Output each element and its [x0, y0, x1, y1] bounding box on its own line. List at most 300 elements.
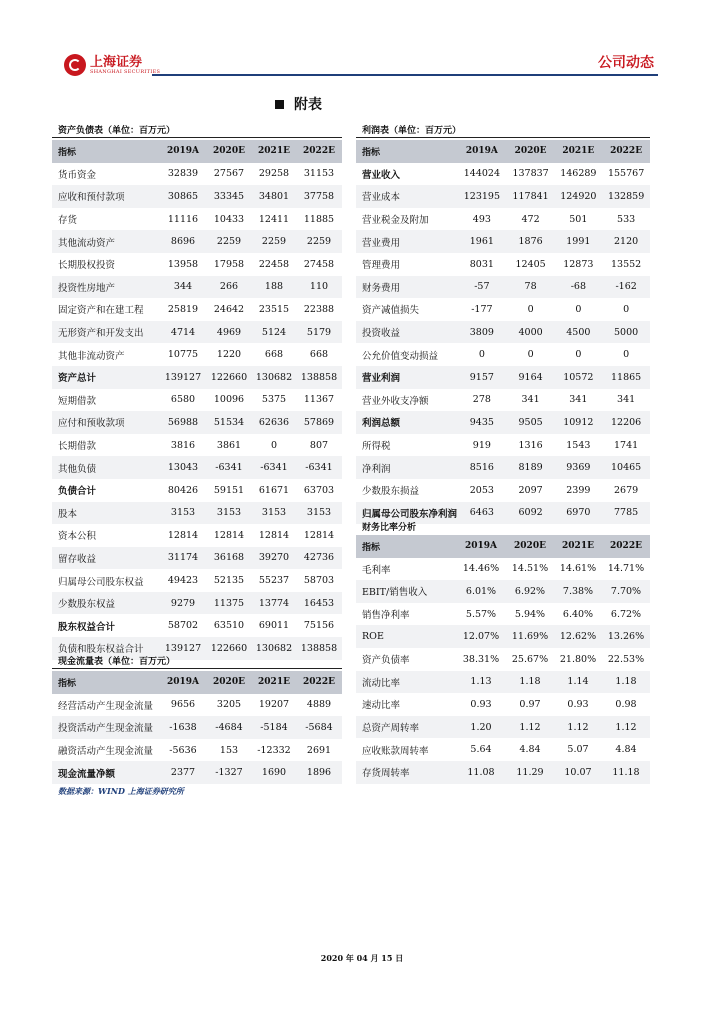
cashflow-rule: [52, 668, 342, 669]
column-header-year: 2022E: [296, 140, 342, 163]
cell-value: 9369: [554, 456, 602, 479]
cell-value: 6580: [170, 394, 196, 406]
cell-value: -12332: [257, 744, 291, 756]
cell-value: 5375: [261, 394, 287, 406]
column-header-label: 指标: [52, 671, 160, 694]
table-row: [52, 524, 342, 547]
row-label: ROE: [356, 625, 456, 648]
cell-value: 0.97: [519, 698, 541, 710]
table-row: [356, 230, 650, 253]
cell-value: 138858: [296, 637, 342, 660]
cell-value: 24642: [213, 303, 245, 315]
cell-value: 3153: [206, 502, 252, 525]
cell-value: 4500: [554, 321, 602, 344]
row-label: 融资活动产生现金流量: [58, 746, 154, 758]
cell-value: 61671: [258, 484, 290, 496]
row-label: 公允价值变动损益: [362, 350, 439, 362]
cell-value: 12814: [258, 529, 290, 541]
cell-value: 57869: [296, 411, 342, 434]
cell-value: 9157: [457, 366, 507, 389]
cell-value: 10096: [213, 394, 245, 406]
cashflow-title: 现金流量表（单位：百万元）: [58, 657, 176, 667]
data-source-note: 数据来源：WIND 上海证券研究所: [58, 786, 184, 796]
cell-value: 2259: [296, 230, 342, 253]
row-label: 应付和预收款项: [52, 411, 160, 434]
cell-value: 5.07: [567, 744, 589, 756]
column-header-year: 2022E: [602, 535, 650, 558]
report-date: 2020 年 04 月 15 日: [320, 953, 404, 963]
column-header-year: 2020E: [507, 140, 555, 163]
cell-value: 36168: [206, 547, 252, 570]
cell-value: 42736: [296, 547, 342, 570]
cell-value: 1.12: [506, 716, 554, 739]
cell-value: 4.84: [615, 744, 637, 756]
cashflow-table: [52, 671, 342, 784]
row-label: 其他流动资产: [52, 230, 160, 253]
cell-value: 188: [252, 276, 296, 299]
cell-value: 11.18: [602, 761, 650, 784]
cell-value: 668: [264, 349, 284, 361]
cell-value: 39270: [252, 547, 296, 570]
cell-value: 3153: [252, 502, 296, 525]
cell-value: 14.71%: [607, 563, 645, 575]
row-label: 少数股东权益: [52, 592, 160, 615]
cell-value: 58703: [303, 575, 335, 587]
cell-value: 123195: [457, 185, 507, 208]
cell-value: 1.12: [602, 716, 650, 739]
cell-value: 22.53%: [607, 653, 645, 665]
table-row: [52, 761, 342, 784]
cell-value: 1.13: [456, 671, 506, 694]
cell-value: 0: [270, 439, 278, 451]
cell-value: 8516: [457, 456, 507, 479]
cell-value: 5000: [602, 321, 650, 344]
table-row: [52, 502, 342, 525]
cell-value: 21.80%: [559, 653, 597, 665]
cell-value: 19207: [258, 699, 290, 711]
row-label: 营业外收支净额: [362, 395, 429, 407]
cell-value: 11.69%: [506, 625, 554, 648]
row-label: 股东权益合计: [58, 621, 116, 633]
cell-value: -5684: [296, 716, 342, 739]
row-label: 经营活动产生现金流量: [58, 700, 154, 712]
row-label: 其他负债: [52, 456, 160, 479]
table-row: [52, 456, 342, 479]
table-header-row: [356, 535, 650, 558]
cell-value: 4889: [306, 699, 332, 711]
cell-value: 11.29: [506, 761, 554, 784]
cell-value: 38.31%: [462, 653, 500, 665]
cell-value: 144024: [463, 168, 500, 180]
cell-value: 6.92%: [506, 580, 554, 603]
table-row: [52, 230, 342, 253]
table-row: [52, 411, 342, 434]
row-label: 资产减值损失: [362, 305, 420, 317]
cell-value: 0.93: [567, 698, 589, 710]
row-label: 资本公积: [58, 531, 97, 543]
cell-value: 2377: [160, 761, 206, 784]
cell-value: 10433: [213, 213, 245, 225]
balance-sheet-table: [52, 140, 342, 660]
cell-value: 1896: [296, 761, 342, 784]
cell-value: 7785: [602, 502, 650, 525]
cell-value: 155767: [607, 168, 645, 180]
table-row: [52, 694, 342, 717]
cell-value: 8696: [160, 230, 206, 253]
table-header-row: [356, 140, 650, 163]
table-row: [52, 716, 342, 739]
cell-value: 52135: [213, 575, 245, 587]
table-row: [52, 547, 342, 570]
cell-value: 132859: [602, 185, 650, 208]
cell-value: 80426: [167, 484, 199, 496]
cell-value: -5184: [252, 716, 296, 739]
cell-value: 278: [472, 394, 491, 406]
cell-value: 6463: [457, 502, 507, 525]
cell-value: 0.98: [615, 698, 637, 710]
cell-value: 10465: [602, 456, 650, 479]
cell-value: 3809: [457, 321, 507, 344]
column-header-label: 指标: [356, 140, 457, 163]
cell-value: 63703: [303, 484, 335, 496]
row-label: 资产总计: [52, 366, 160, 389]
cell-value: 10912: [554, 411, 602, 434]
cell-value: -5636: [169, 744, 197, 756]
table-row: [52, 253, 342, 276]
table-row: [52, 208, 342, 231]
table-row: [356, 558, 650, 581]
cell-value: 501: [569, 213, 588, 225]
cell-value: 2259: [206, 230, 252, 253]
row-label: 现金流量净额: [52, 761, 160, 784]
income-statement-table: [356, 140, 650, 524]
table-row: [52, 276, 342, 299]
cell-value: 13043: [160, 456, 206, 479]
cell-value: 10775: [167, 349, 199, 361]
cell-value: 12814: [303, 529, 335, 541]
table-row: [356, 693, 650, 716]
cell-value: 344: [160, 276, 206, 299]
cell-value: 8189: [507, 456, 555, 479]
cell-value: 139127: [160, 366, 206, 389]
row-label: 营业利润: [356, 366, 457, 389]
cell-value: 11375: [206, 592, 252, 615]
cell-value: -4684: [206, 716, 252, 739]
financial-ratios-table: [356, 535, 650, 784]
row-label: 负债合计: [58, 486, 97, 498]
cell-value: 49423: [167, 575, 199, 587]
column-header-year: 2020E: [206, 671, 252, 694]
cell-value: 1876: [507, 230, 555, 253]
cell-value: 9279: [160, 592, 206, 615]
row-label: 存货: [58, 215, 78, 227]
cell-value: 2120: [602, 230, 650, 253]
cell-value: -162: [602, 276, 650, 299]
cell-value: 1741: [614, 439, 639, 451]
column-header-label: 指标: [356, 535, 456, 558]
cell-value: 668: [309, 349, 329, 361]
row-label: 管理费用: [362, 260, 401, 272]
cell-value: 7.70%: [602, 580, 650, 603]
cell-value: 1690: [252, 761, 296, 784]
cell-value: 12814: [167, 529, 199, 541]
appendix-heading: [275, 94, 322, 114]
cell-value: 22458: [258, 258, 290, 270]
cell-value: 3861: [216, 439, 242, 451]
cell-value: 5124: [252, 321, 296, 344]
table-row: [356, 625, 650, 648]
cell-value: 33345: [206, 185, 252, 208]
cell-value: 1.18: [506, 671, 554, 694]
table-row: [52, 163, 342, 186]
cell-value: 493: [472, 213, 491, 225]
cell-value: 2679: [614, 484, 639, 496]
section-label: 公司动态: [598, 55, 654, 71]
cell-value: 9505: [507, 411, 555, 434]
row-label: 营业税金及附加: [362, 215, 429, 227]
cell-value: 117841: [507, 185, 555, 208]
column-header-year: 2019A: [160, 140, 206, 163]
row-label: 无形资产和开发支出: [52, 321, 160, 344]
cell-value: 0: [527, 303, 534, 315]
cell-value: 34801: [252, 185, 296, 208]
cell-value: 4969: [206, 321, 252, 344]
row-label: 所得税: [362, 441, 391, 453]
company-logo: [64, 54, 160, 76]
table-row: [356, 738, 650, 761]
balance-rule: [52, 137, 342, 138]
cell-value: 4714: [160, 321, 206, 344]
row-label: 营业费用: [356, 230, 457, 253]
cell-value: 12405: [515, 258, 546, 270]
table-row: [356, 411, 650, 434]
cell-value: 4.84: [519, 744, 541, 756]
row-label: 财务费用: [356, 276, 457, 299]
row-label: 货币资金: [58, 169, 97, 181]
table-row: [356, 580, 650, 603]
cell-value: 59151: [213, 484, 245, 496]
table-header-row: [52, 671, 342, 694]
row-label: 留存收益: [52, 547, 160, 570]
appendix-title: 附表: [294, 97, 322, 113]
cell-value: 69011: [258, 620, 290, 632]
cell-value: 919: [472, 439, 491, 451]
square-bullet-icon: [275, 100, 284, 109]
row-label: 股本: [52, 502, 160, 525]
cell-value: 5.94%: [514, 608, 546, 620]
cell-value: 1.20: [456, 716, 506, 739]
cell-value: 9164: [507, 366, 555, 389]
cell-value: 31174: [160, 547, 206, 570]
row-label: 净利润: [356, 456, 457, 479]
cell-value: 27458: [303, 258, 335, 270]
cell-value: 122660: [206, 637, 252, 660]
cell-value: 12873: [563, 258, 594, 270]
cell-value: 6092: [507, 502, 555, 525]
row-label: 存货周转率: [356, 761, 456, 784]
cell-value: 9656: [170, 699, 196, 711]
cell-value: 0: [575, 349, 582, 361]
column-header-year: 2021E: [554, 140, 602, 163]
cell-value: 16453: [296, 592, 342, 615]
cell-value: 130682: [252, 637, 296, 660]
row-label: 固定资产和在建工程: [58, 305, 144, 317]
row-label: 营业成本: [356, 185, 457, 208]
cell-value: -68: [554, 276, 602, 299]
cell-value: 1991: [554, 230, 602, 253]
cell-value: 266: [206, 276, 252, 299]
cell-value: 341: [617, 394, 636, 406]
cell-value: 6970: [554, 502, 602, 525]
cell-value: 37758: [296, 185, 342, 208]
table-row: [356, 276, 650, 299]
cell-value: 0.93: [470, 698, 492, 710]
table-row: [356, 298, 650, 321]
cell-value: 533: [617, 213, 636, 225]
cell-value: 6.72%: [610, 608, 642, 620]
row-label: 短期借款: [58, 395, 97, 407]
cell-value: 138858: [296, 366, 342, 389]
table-row: [52, 185, 342, 208]
cell-value: 22388: [303, 303, 335, 315]
page-header: [52, 48, 658, 76]
table-row: [52, 389, 342, 412]
column-header-year: 2021E: [252, 671, 296, 694]
cell-value: 29258: [258, 168, 290, 180]
cell-value: 25819: [167, 303, 199, 315]
cell-value: 0: [575, 303, 582, 315]
cell-value: 13552: [610, 258, 642, 270]
cell-value: 1543: [566, 439, 591, 451]
cell-value: 58702: [167, 620, 199, 632]
table-row: [52, 739, 342, 762]
cell-value: -1638: [160, 716, 206, 739]
cell-value: 1316: [518, 439, 543, 451]
row-label: 总资产周转率: [356, 716, 456, 739]
cell-value: 13958: [167, 258, 199, 270]
column-header-year: 2022E: [602, 140, 650, 163]
cell-value: 12.07%: [456, 625, 506, 648]
row-label: 归属母公司股东净利润: [356, 502, 457, 525]
cell-value: 0: [623, 349, 630, 361]
cell-value: 341: [521, 394, 540, 406]
income-statement-title: 利润表（单位：百万元）: [362, 126, 462, 136]
table-row: [356, 479, 650, 502]
cell-value: -177: [471, 303, 493, 315]
row-label: 长期股权投资: [58, 260, 116, 272]
cell-value: 122660: [206, 366, 252, 389]
cell-value: 137837: [512, 168, 549, 180]
table-row: [356, 163, 650, 186]
cell-value: -6341: [296, 456, 342, 479]
cell-value: 472: [521, 213, 540, 225]
table-row: [52, 343, 342, 366]
cell-value: 1961: [457, 230, 507, 253]
cell-value: 27567: [213, 168, 245, 180]
cell-value: 3205: [216, 699, 242, 711]
cell-value: 2691: [306, 744, 332, 756]
cell-value: 124920: [554, 185, 602, 208]
cell-value: 3816: [170, 439, 196, 451]
row-label: 少数股东损益: [362, 486, 420, 498]
row-label: 其他非流动资产: [58, 350, 125, 362]
cell-value: 10.07: [554, 761, 602, 784]
table-row: [356, 366, 650, 389]
row-label: 速动比率: [362, 700, 401, 712]
cell-value: 153: [219, 744, 239, 756]
cell-value: 14.46%: [462, 563, 500, 575]
cell-value: 1220: [216, 349, 242, 361]
cell-value: 9435: [457, 411, 507, 434]
cell-value: 7.38%: [554, 580, 602, 603]
cell-value: 23515: [258, 303, 290, 315]
cell-value: 13774: [252, 592, 296, 615]
cell-value: 63510: [213, 620, 245, 632]
cell-value: 8031: [469, 258, 494, 270]
cell-value: 56988: [160, 411, 206, 434]
row-label: 利润总额: [356, 411, 457, 434]
cell-value: -6341: [206, 456, 252, 479]
cell-value: 3153: [160, 502, 206, 525]
cell-value: 4000: [507, 321, 555, 344]
row-label: 投资收益: [356, 321, 457, 344]
row-label: 应收和预付款项: [52, 185, 160, 208]
cell-value: -6341: [252, 456, 296, 479]
row-label: 投资性房地产: [52, 276, 160, 299]
table-row: [52, 614, 342, 637]
cell-value: 62636: [252, 411, 296, 434]
cell-value: 5.64: [470, 744, 492, 756]
cell-value: 51534: [206, 411, 252, 434]
table-row: [356, 716, 650, 739]
ratios-title: 财务比率分析: [362, 523, 417, 533]
column-header-year: 2019A: [456, 535, 506, 558]
table-row: [356, 343, 650, 366]
cell-value: 31153: [303, 168, 335, 180]
row-label: EBIT/销售收入: [356, 580, 456, 603]
column-header-label: 指标: [52, 140, 160, 163]
cell-value: 30865: [160, 185, 206, 208]
cell-value: 807: [309, 439, 329, 451]
row-label: 归属母公司股东权益: [58, 576, 144, 588]
cell-value: 0: [623, 303, 630, 315]
cell-value: 110: [296, 276, 342, 299]
cell-value: 6.01%: [456, 580, 506, 603]
table-row: [52, 434, 342, 457]
cell-value: 6.40%: [562, 608, 594, 620]
table-row: [356, 456, 650, 479]
row-label: 长期借款: [58, 441, 97, 453]
cell-value: 11116: [167, 213, 199, 225]
cell-value: 2259: [252, 230, 296, 253]
column-header-year: 2019A: [160, 671, 206, 694]
row-label: 应收账款周转率: [362, 745, 429, 757]
row-label: 资产负债率: [362, 655, 410, 667]
table-row: [356, 208, 650, 231]
column-header-year: 2020E: [206, 140, 252, 163]
cell-value: 3153: [296, 502, 342, 525]
balance-sheet-title: 资产负债表（单位：百万元）: [58, 126, 176, 136]
cell-value: 139127: [160, 637, 206, 660]
cell-value: 14.51%: [511, 563, 549, 575]
column-header-year: 2022E: [296, 671, 342, 694]
table-row: [52, 321, 342, 344]
table-row: [356, 671, 650, 694]
cell-value: -57: [457, 276, 507, 299]
table-row: [356, 761, 650, 784]
table-row: [52, 592, 342, 615]
cell-value: 1.12: [554, 716, 602, 739]
